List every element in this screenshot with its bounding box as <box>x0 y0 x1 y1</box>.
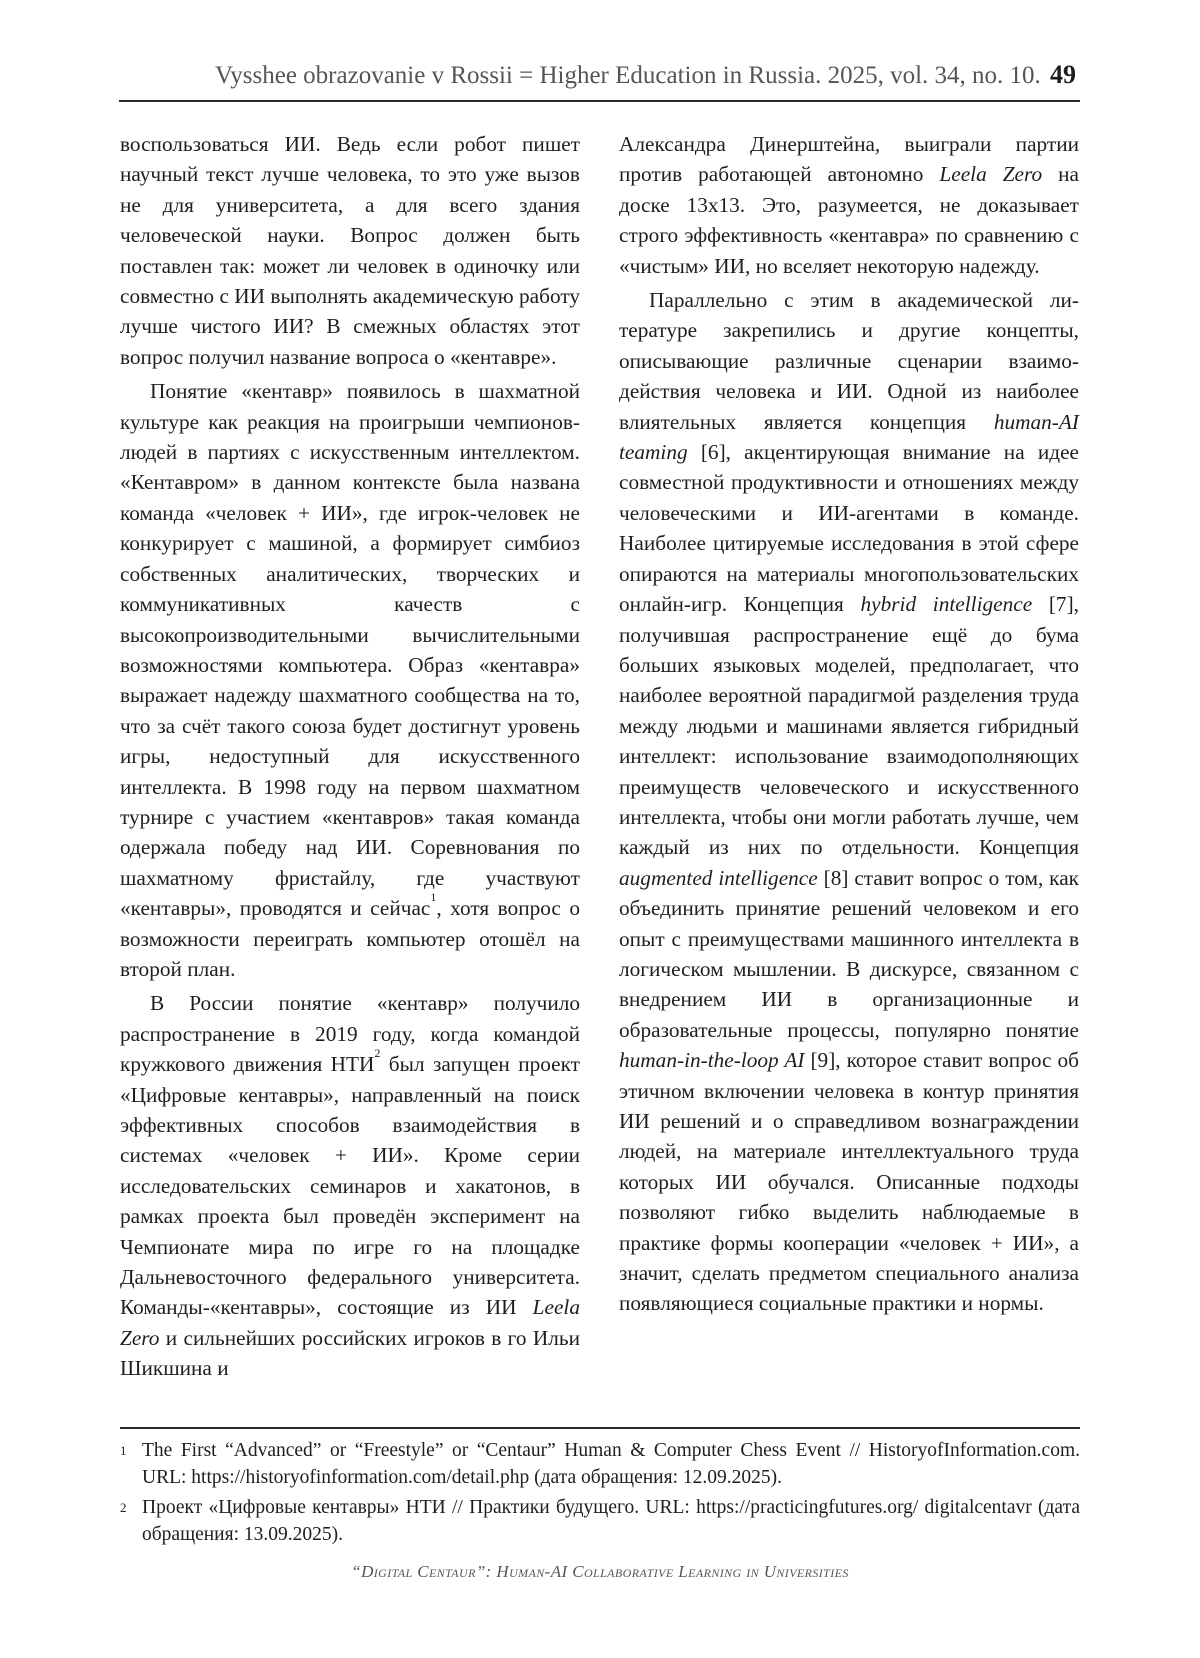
page-number: 49 <box>1050 60 1076 89</box>
running-footer: “Digital Centaur”: Human-AI Collaborative Learning in Universities <box>351 1562 849 1581</box>
footnote <box>120 1437 1080 1491</box>
footnote <box>120 1494 1080 1548</box>
paragraph: В России понятие «кентавр» получило распространение в 2019 году, когда командой кружкового движения НТИ$^2$ был запущен проект «Цифровые кентавры», направленный на поиск эффективных способов взаимодействия в системах «человек + ИИ». Кроме серии исследовательских семинаров и хакатонов, в рамках проекта был проведён эксперимент на Чемпионате мира по игре го на площадке Дальневосточного федерального университета. Команды-«кентавры», состоящие из ИИ Leela Zero и сильнейших российских игроков в го Ильи Шикшина и <box>120 991 580 1381</box>
running-header <box>119 60 1080 102</box>
footnote-number: 1 <box>120 1443 127 1458</box>
left-column <box>120 129 580 1384</box>
paragraph: Александра Динерштейна, выиграли партии против работающей автономно Leela Zero на доске 13х13. Это, разумеется, не доказывает строго эффективность «кентавра» по сравнению с «чистым» ИИ, но вселяет некоторую надежду. <box>619 132 1079 278</box>
journal-citation: Vysshee obrazovanie v Rossii = Higher Education in Russia. 2025, vol. 34, no. 10. <box>215 62 1041 89</box>
footnote-ref[interactable]: 2 <box>374 1046 381 1061</box>
footnote-ref[interactable]: 1 <box>430 890 437 905</box>
paragraph: воспользоваться ИИ. Ведь если робот пишет научный текст лучше человека, то это уже вызов не для университета, а для всего здания человеческой науки. Вопрос должен быть поставлен так: может ли человек в одиночку или совместно с ИИ выполнять академическую работу лучше чистого ИИ? В смежных областях этот вопрос получил название вопроса о «кентавре». <box>120 132 580 369</box>
footnotes <box>120 1427 1080 1551</box>
paragraph: Параллельно с этим в академической литературе закрепились и другие концепты, описывающие различные сценарии взаимодействия человека и ИИ. Одной из наиболее влиятельных является концепция human-AI teaming [6], акцентирующая внимание на идее совместной продуктивности и отношениях между человеческими и ИИ-агентами в команде. Наиболее цитируемые исследования в этой сфере опираются на материалы многопользовательских онлайн-игр. Концепция hybrid intelligence [7], получившая распространение ещё до бума больших языковых моделей, предполагает, что наиболее вероятной парадигмой разделения труда между людьми и машинами является гибридный интеллект: использование взаимодополняющих преимуществ человеческого и искусственного интеллекта, чтобы они могли работать лучше, чем каждый из них по отдельности. Концепция augmented intelligence [8] ставит вопрос о том, как объединить принятие решений человеком и его опыт с преимуществами машинного интеллекта в логическом мышлении. В дискурсе, связанном с внедрением ИИ в организационные и образовательные процессы, популярно понятие human-in-the-loop AI [9], которое ставит вопрос об этичном включении человека в контур принятия ИИ решений и о справедливом вознаграждении людей, на материале интеллектуального труда которых ИИ обучался. Описанные подходы позволяют гибко выделить наблюдаемые в практике формы кооперации «человек + ИИ», а значит, сделать предметом специального анализа появляющиеся социальные практики и нормы. <box>619 288 1079 1316</box>
footnote-number: 2 <box>120 1500 127 1515</box>
footnote-text: The First “Advanced” or “Freestyle” or “Centaur” Human & Computer Chess Event // HistoryofInformation.com. URL: https://historyofinformation.com/detail.php (дата обращения: 12.09.2025). <box>142 1440 1080 1488</box>
paragraph: Понятие «кентавр» появилось в шахматной культуре как реакция на проигрыши чемпионов-людей в партиях с искусственным интеллектом. «Кентавром» в данном контексте была названа команда «человек + ИИ», где игрок-человек не конкурирует с машиной, а формирует симбиоз собственных аналитических, творческих и коммуникативных качеств с высокопроизводительными вычислительными возможностями компьютера. Образ «кентавра» выражает надежду шахматного сообщества на то, что за счёт такого союза будет достигнут уровень игры, недоступный для искусственного интеллекта. В 1998 году на первом шахматном турнире с участием «кентавров» такая команда одержала победу над ИИ. Соревнования по шахматному фристайлу, где участвуют «кентавры», проводятся и сейчас$^1$, хотя вопрос о возможности переиграть компьютер отошёл на второй план. <box>120 379 580 981</box>
right-column <box>619 129 1079 1319</box>
footnote-text: Проект «Цифровые кентавры» НТИ // Практики будущего. URL: https://practicingfutures.org/ digitalcentavr (дата обращения: 13.09.2025). <box>142 1497 1080 1545</box>
